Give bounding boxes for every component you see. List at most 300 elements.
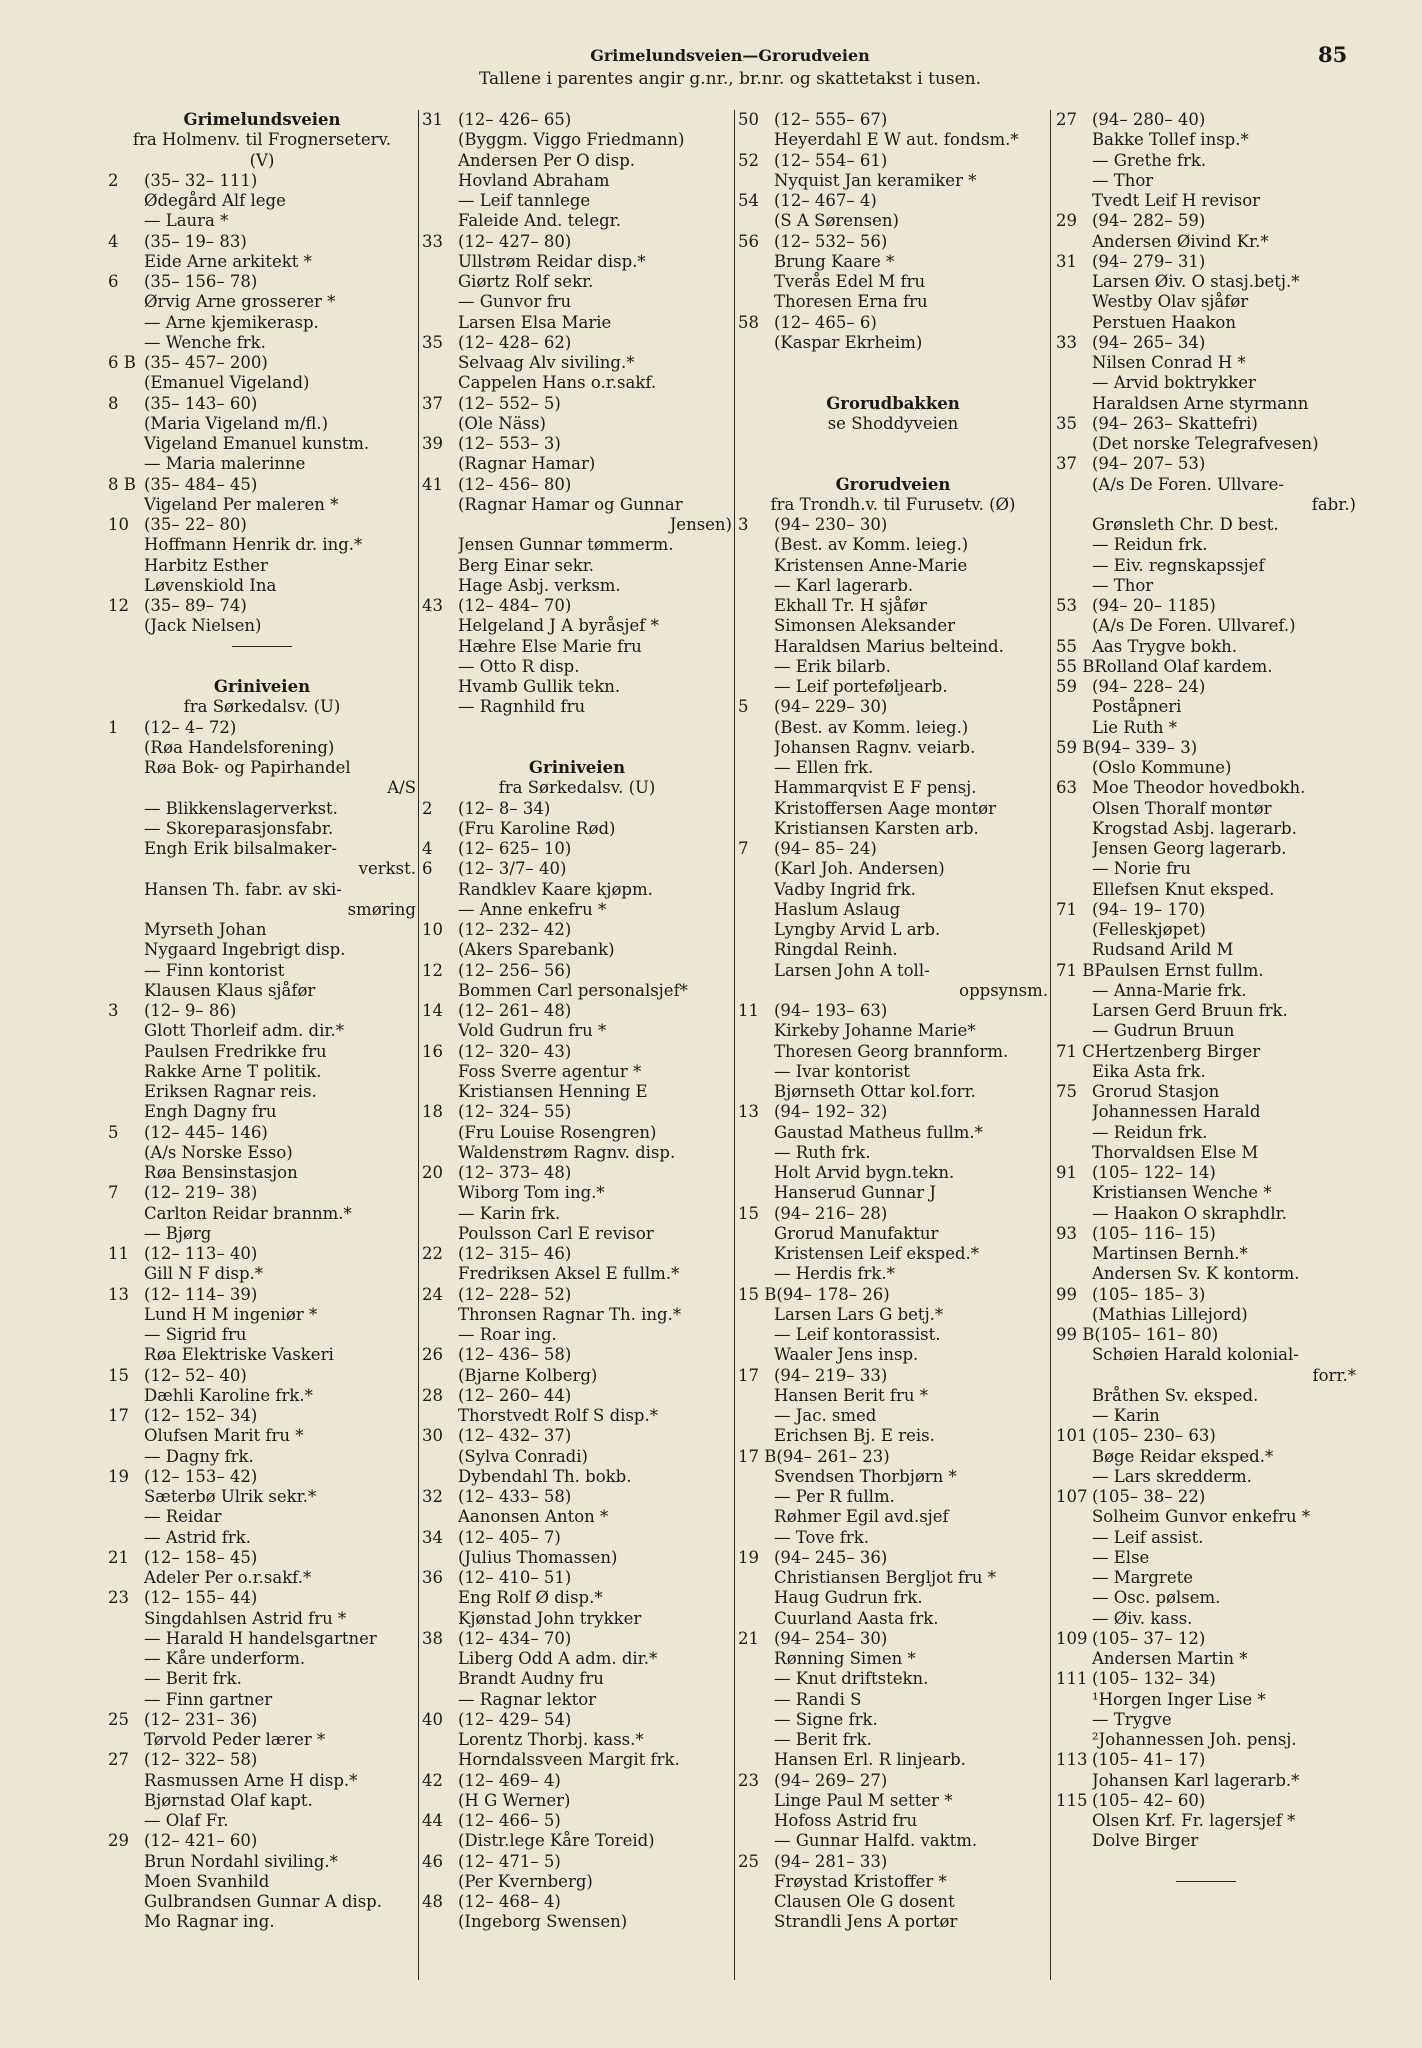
house-number xyxy=(738,1568,774,1588)
resident-entry xyxy=(108,292,416,312)
entry-text: Røa Bok- og Papirhandel xyxy=(144,758,351,777)
house-entry xyxy=(108,1406,416,1426)
resident-entry xyxy=(108,313,416,333)
resident-entry xyxy=(738,1386,1048,1406)
house-entry xyxy=(422,961,732,981)
entry-text: (Maria Vigeland m/fl.) xyxy=(144,413,329,433)
resident-entry xyxy=(108,1528,416,1548)
entry-text: Erichsen Bj. E reis. xyxy=(774,1426,935,1446)
resident-entry xyxy=(1056,1062,1356,1082)
house-number: 17 xyxy=(738,1365,759,1385)
house-entry xyxy=(1056,1791,1356,1811)
entry-text: (12– 260– 44) xyxy=(458,1385,572,1405)
house-number xyxy=(422,576,458,596)
entry-text: (12– 113– 40) xyxy=(144,1244,258,1263)
entry-text: — Maria malerinne xyxy=(144,454,306,474)
house-number xyxy=(108,1629,144,1649)
resident-entry xyxy=(108,1811,416,1831)
house-number: 8 xyxy=(108,393,119,413)
house-entry xyxy=(1056,454,1356,474)
house-number xyxy=(422,1588,458,1608)
house-number xyxy=(422,677,458,697)
column-1 xyxy=(108,110,416,1933)
house-number xyxy=(422,1447,458,1467)
house-number xyxy=(422,1123,458,1143)
house-number: 99 xyxy=(1056,1284,1077,1304)
entry-text: (94– 178– 26) xyxy=(776,1284,890,1304)
entry-text: Moe Theodor hovedbokh. xyxy=(1092,778,1306,798)
house-number xyxy=(738,961,774,981)
spacer xyxy=(422,718,732,738)
house-number xyxy=(108,1872,144,1892)
entry-text: — Signe frk. xyxy=(774,1709,878,1729)
entry-text: (12– 158– 45) xyxy=(144,1547,258,1567)
house-number xyxy=(108,1345,144,1365)
entry-text: Larsen Øiv. O stasj.betj.* xyxy=(1092,272,1300,291)
resident-entry xyxy=(108,839,416,859)
entry-text: — Gudrun Bruun xyxy=(1092,1021,1235,1041)
resident-entry xyxy=(1056,920,1356,940)
continuation-text: verkst. xyxy=(358,859,416,879)
entry-text: (Julius Thomassen) xyxy=(458,1547,618,1567)
resident-entry xyxy=(738,819,1048,839)
house-entry xyxy=(108,1467,416,1487)
house-entry xyxy=(108,232,416,252)
house-number: 71 xyxy=(1056,899,1077,919)
street-range: fra Sørkedalsv. (U) xyxy=(183,697,341,717)
house-number xyxy=(738,1082,774,1102)
house-number: 41 xyxy=(422,474,443,494)
house-number xyxy=(738,1609,774,1629)
house-entry xyxy=(422,1811,732,1831)
resident-entry xyxy=(738,940,1048,960)
entry-text: (94– 265– 34) xyxy=(1092,332,1206,352)
resident-entry xyxy=(108,616,416,636)
house-number: 15 xyxy=(108,1365,129,1385)
house-number xyxy=(108,1892,144,1912)
continuation-text: Jensen) xyxy=(669,515,732,534)
entry-text: ²Johannessen Joh. pensj. xyxy=(1092,1730,1297,1749)
house-entry xyxy=(422,232,732,252)
house-number: 36 xyxy=(422,1568,443,1587)
entry-text: (105– 230– 63) xyxy=(1092,1426,1216,1446)
house-number xyxy=(108,799,144,819)
house-number: 18 xyxy=(422,1102,443,1122)
house-number xyxy=(738,1750,774,1770)
resident-entry xyxy=(738,1892,1048,1912)
house-entry xyxy=(422,1629,732,1649)
house-number: 2 xyxy=(108,170,119,190)
house-number xyxy=(108,1649,144,1669)
house-number xyxy=(738,718,774,738)
entry-text: Bjørnstad Olaf kapt. xyxy=(144,1790,313,1810)
house-entry xyxy=(422,1426,732,1446)
house-entry xyxy=(1056,1163,1356,1183)
entry-text: Andersen Sv. K kontorm. xyxy=(1092,1264,1300,1284)
entry-text: ¹Horgen Inger Lise * xyxy=(1092,1689,1266,1709)
house-number xyxy=(422,252,458,272)
entry-text: Olufsen Marit fru * xyxy=(144,1426,304,1446)
entry-text: Larsen Gerd Bruun frk. xyxy=(1092,1001,1288,1020)
entry-text: Haraldsen Arne styrmann xyxy=(1092,393,1309,413)
house-entry xyxy=(422,1102,732,1122)
house-number: 53 xyxy=(1056,596,1077,615)
entry-text: Brun Nordahl siviling.* xyxy=(144,1851,338,1871)
house-number xyxy=(108,373,144,393)
house-number: 25 xyxy=(108,1709,129,1729)
resident-entry xyxy=(108,556,416,576)
house-number xyxy=(1056,434,1092,454)
house-number xyxy=(108,576,144,596)
resident-entry xyxy=(422,1791,732,1811)
entry-text: Clausen Ole G dosent xyxy=(774,1892,955,1911)
house-number xyxy=(1056,1021,1092,1041)
house-number xyxy=(738,1649,774,1669)
house-number: 21 xyxy=(108,1547,129,1567)
house-number: 3 xyxy=(738,515,749,534)
resident-entry xyxy=(738,738,1048,758)
house-number: 109 xyxy=(1056,1628,1088,1648)
house-entry xyxy=(422,1568,732,1588)
resident-entry xyxy=(422,637,732,657)
house-number xyxy=(738,799,774,819)
house-number: 46 xyxy=(422,1851,443,1871)
house-number: 6 xyxy=(108,272,119,291)
house-number xyxy=(422,292,458,312)
entry-text: — Laura * xyxy=(144,211,229,231)
entry-text: Bakke Tollef insp.* xyxy=(1092,130,1249,150)
entry-text: (105– 42– 60) xyxy=(1092,1790,1206,1810)
house-entry xyxy=(422,799,732,819)
resident-entry xyxy=(738,1669,1048,1689)
entry-text: Røa Elektriske Vaskeri xyxy=(144,1345,334,1365)
entry-text: (94– 229– 30) xyxy=(774,697,888,717)
entry-text: (Røa Handelsforening) xyxy=(144,737,335,757)
house-entry xyxy=(108,1366,416,1386)
house-entry xyxy=(108,1244,416,1264)
resident-entry xyxy=(738,1345,1048,1365)
resident-entry xyxy=(108,1912,416,1932)
house-entry xyxy=(108,1831,416,1851)
house-entry xyxy=(1056,211,1356,231)
continuation-text: forr.* xyxy=(1312,1365,1356,1385)
resident-entry xyxy=(738,1244,1048,1264)
street-heading: Griniveien xyxy=(528,758,626,777)
resident-entry xyxy=(422,171,732,191)
resident-entry xyxy=(1056,1406,1356,1426)
entry-text: (Best. av Komm. leieg.) xyxy=(774,717,969,737)
entry-text: Thorstvedt Rolf S disp.* xyxy=(458,1406,658,1425)
house-number xyxy=(108,1771,144,1791)
house-number xyxy=(738,1669,774,1689)
house-number xyxy=(738,1143,774,1163)
entry-text: — Leif tannlege xyxy=(458,191,591,210)
house-number xyxy=(738,292,774,312)
resident-entry xyxy=(1056,1811,1356,1831)
house-number xyxy=(738,637,774,657)
resident-entry xyxy=(1056,1183,1356,1203)
resident-entry xyxy=(108,576,416,596)
entry-text: (Det norske Telegrafvesen) xyxy=(1092,434,1319,453)
house-number xyxy=(422,940,458,960)
house-number xyxy=(108,1021,144,1041)
house-number xyxy=(108,1325,144,1345)
continuation-text: A/S xyxy=(387,778,416,798)
house-number: 71 C xyxy=(1056,1041,1095,1061)
entry-text: (Kaspar Ekrheim) xyxy=(774,332,923,352)
entry-text: — Øiv. kass. xyxy=(1092,1608,1193,1628)
house-number: 113 xyxy=(1056,1750,1088,1770)
house-number xyxy=(738,211,774,231)
resident-entry xyxy=(1056,880,1356,900)
entry-text: Dæhli Karoline frk.* xyxy=(144,1385,313,1405)
entry-text: — Karin xyxy=(1092,1406,1160,1425)
entry-text: (94– 192– 32) xyxy=(774,1102,888,1122)
house-entry xyxy=(422,1892,732,1912)
house-number xyxy=(1056,171,1092,191)
resident-entry xyxy=(1056,556,1356,576)
entry-text: Thronsen Ragnar Th. ing.* xyxy=(458,1304,682,1324)
house-entry xyxy=(738,1285,1048,1305)
entry-text: (12– 445– 146) xyxy=(144,1122,268,1142)
house-entry xyxy=(108,718,416,738)
entry-text: — Gunvor fru xyxy=(458,292,572,312)
house-number xyxy=(108,535,144,555)
page-number: 85 xyxy=(1318,42,1348,67)
resident-entry xyxy=(108,1690,416,1710)
house-number: 29 xyxy=(1056,211,1077,231)
entry-text: — Margrete xyxy=(1092,1568,1193,1587)
resident-entry xyxy=(1056,718,1356,738)
house-number: 13 xyxy=(108,1284,129,1304)
resident-entry xyxy=(1056,616,1356,636)
entry-text: (12– 555– 67) xyxy=(774,110,888,129)
entry-text: Eika Asta frk. xyxy=(1092,1061,1206,1081)
entry-text: — Roar ing. xyxy=(458,1325,557,1344)
entry-text: (94– 254– 30) xyxy=(774,1628,888,1648)
entry-text: Thoresen Georg brannform. xyxy=(774,1041,1009,1061)
house-number xyxy=(738,1163,774,1183)
house-number: 42 xyxy=(422,1770,443,1790)
resident-entry xyxy=(108,1426,416,1446)
entry-text: Dolve Birger xyxy=(1092,1831,1199,1851)
entry-text: (35– 156– 78) xyxy=(144,272,258,291)
house-entry xyxy=(422,1285,732,1305)
house-number xyxy=(108,211,144,231)
resident-entry xyxy=(108,1224,416,1244)
house-entry xyxy=(1056,1426,1356,1446)
entry-text: Kristoffersen Aage montør xyxy=(774,798,996,818)
resident-entry xyxy=(108,414,416,434)
entry-text: Eriksen Ragnar reis. xyxy=(144,1082,317,1101)
house-number xyxy=(108,920,144,940)
house-number xyxy=(422,171,458,191)
house-number xyxy=(422,1831,458,1851)
resident-entry xyxy=(108,1042,416,1062)
entry-text: (12– 9– 86) xyxy=(144,1001,237,1020)
entry-text: (94– 269– 27) xyxy=(774,1770,888,1790)
entry-text: — Herdis frk.* xyxy=(774,1264,895,1284)
house-number xyxy=(108,738,144,758)
entry-text: Wiborg Tom ing.* xyxy=(458,1183,605,1203)
entry-text: Vadby Ingrid frk. xyxy=(774,879,916,899)
resident-entry xyxy=(1056,515,1356,535)
entry-text: Hage Asbj. verksm. xyxy=(458,575,621,595)
entry-text: Johansen Ragnv. veiarb. xyxy=(774,737,976,757)
entry-text: Bøge Reidar eksped.* xyxy=(1092,1446,1274,1466)
house-number: 5 xyxy=(108,1122,119,1142)
house-number: 17 B xyxy=(738,1446,777,1466)
entry-text: Frøystad Kristoffer * xyxy=(774,1871,947,1891)
entry-text: (12– 471– 5) xyxy=(458,1851,561,1871)
resident-entry xyxy=(108,252,416,272)
house-number xyxy=(108,616,144,636)
resident-entry xyxy=(422,616,732,636)
house-entry xyxy=(108,1710,416,1730)
entry-text: Andersen Øivind Kr.* xyxy=(1092,231,1269,251)
resident-entry xyxy=(738,292,1048,312)
resident-entry xyxy=(1056,232,1356,252)
entry-text: Thorvaldsen Else M xyxy=(1092,1142,1259,1162)
entry-text: Eng Rolf Ø disp.* xyxy=(458,1588,603,1608)
resident-entry xyxy=(1056,1244,1356,1264)
entry-text: (Oslo Kommune) xyxy=(1092,758,1232,777)
house-number xyxy=(422,556,458,576)
house-number xyxy=(1056,313,1092,333)
entry-text: — Ragnhild fru xyxy=(458,697,586,717)
house-number: 43 xyxy=(422,596,443,615)
house-number: 27 xyxy=(108,1750,129,1770)
resident-entry xyxy=(738,1791,1048,1811)
resident-entry xyxy=(1056,1588,1356,1608)
house-number: 111 xyxy=(1056,1669,1088,1689)
house-number xyxy=(738,1042,774,1062)
house-number: 107 xyxy=(1056,1487,1088,1506)
house-entry xyxy=(1056,738,1356,758)
house-number xyxy=(422,1366,458,1386)
resident-entry xyxy=(1056,1568,1356,1588)
house-number xyxy=(738,1264,774,1284)
entry-text: (12– 465– 6) xyxy=(774,312,877,332)
house-number xyxy=(738,272,774,292)
house-number xyxy=(1056,1690,1092,1710)
resident-entry xyxy=(422,1082,732,1102)
resident-entry xyxy=(422,819,732,839)
resident-entry xyxy=(1056,313,1356,333)
house-number xyxy=(1056,1386,1092,1406)
resident-entry xyxy=(738,272,1048,292)
resident-entry xyxy=(738,1183,1048,1203)
house-entry xyxy=(1056,657,1356,677)
house-number: 4 xyxy=(422,839,433,858)
resident-entry xyxy=(108,758,416,778)
resident-entry xyxy=(738,657,1048,677)
house-number xyxy=(1056,880,1092,900)
house-number xyxy=(738,1872,774,1892)
entry-text: — Sigrid fru xyxy=(144,1325,247,1344)
entry-text: (94– 281– 33) xyxy=(774,1851,888,1871)
house-entry xyxy=(108,1285,416,1305)
house-entry xyxy=(1056,596,1356,616)
house-number xyxy=(108,191,144,211)
entry-text: Grorud Manufaktur xyxy=(774,1223,939,1243)
house-number: 33 xyxy=(1056,332,1077,352)
resident-entry xyxy=(422,1305,732,1325)
resident-entry xyxy=(1056,1204,1356,1224)
column-divider xyxy=(1050,110,1051,1980)
resident-entry xyxy=(1056,292,1356,312)
house-entry xyxy=(1056,1042,1356,1062)
house-number xyxy=(422,1325,458,1345)
entry-text: Poståpneri xyxy=(1092,697,1182,717)
house-number xyxy=(108,758,144,778)
entry-text: (12– 421– 60) xyxy=(144,1831,258,1851)
house-number xyxy=(738,1588,774,1608)
entry-text: (105– 161– 80) xyxy=(1094,1325,1219,1344)
resident-entry xyxy=(108,738,416,758)
entry-text: — Finn kontorist xyxy=(144,960,285,980)
house-number xyxy=(1056,1528,1092,1548)
entry-text: — Erik bilarb. xyxy=(774,656,891,676)
house-number xyxy=(422,1224,458,1244)
entry-text: — Leif porteføljearb. xyxy=(774,677,948,696)
entry-text: Johannessen Harald xyxy=(1092,1102,1261,1122)
house-entry xyxy=(738,839,1048,859)
house-entry xyxy=(738,1447,1048,1467)
entry-text: Martinsen Bernh.* xyxy=(1092,1244,1248,1263)
house-number xyxy=(738,677,774,697)
house-number xyxy=(108,1204,144,1224)
entry-text: Gill N F disp.* xyxy=(144,1264,263,1284)
house-number xyxy=(108,839,144,859)
entry-text: (12– 433– 58) xyxy=(458,1487,572,1506)
resident-entry xyxy=(738,1811,1048,1831)
house-number xyxy=(1056,1548,1092,1568)
entry-text: (12– 432– 37) xyxy=(458,1426,572,1446)
house-number: 35 xyxy=(1056,413,1077,433)
resident-entry xyxy=(738,1467,1048,1487)
entry-text: — Norie fru xyxy=(1092,859,1191,879)
entry-text: (12– 8– 34) xyxy=(458,798,551,818)
entry-text: Randklev Kaare kjøpm. xyxy=(458,879,653,899)
house-number xyxy=(738,1426,774,1446)
house-number xyxy=(108,1082,144,1102)
resident-entry xyxy=(738,1831,1048,1851)
house-entry xyxy=(738,1001,1048,1021)
house-number xyxy=(738,616,774,636)
entry-text: Holt Arvid bygn.tekn. xyxy=(774,1163,955,1182)
house-number xyxy=(422,981,458,1001)
entry-text: Rudsand Arild M xyxy=(1092,940,1234,960)
resident-entry xyxy=(738,1325,1048,1345)
continuation-text: smøring xyxy=(347,899,416,919)
house-number xyxy=(108,1042,144,1062)
spacer xyxy=(1056,1852,1356,1872)
house-entry xyxy=(108,353,416,373)
divider-rule xyxy=(232,646,292,647)
entry-text: (94– 280– 40) xyxy=(1092,110,1206,129)
resident-entry xyxy=(1056,981,1356,1001)
resident-entry xyxy=(738,1730,1048,1750)
house-entry xyxy=(422,1487,732,1507)
house-number: 63 xyxy=(1056,778,1077,798)
entry-text: Klausen Klaus sjåfør xyxy=(144,980,316,1000)
resident-entry xyxy=(738,1143,1048,1163)
resident-entry xyxy=(738,637,1048,657)
entry-text: Heyerdahl E W aut. fondsm.* xyxy=(774,130,1019,150)
entry-text: Andersen Martin * xyxy=(1092,1649,1248,1668)
house-number xyxy=(108,1669,144,1689)
